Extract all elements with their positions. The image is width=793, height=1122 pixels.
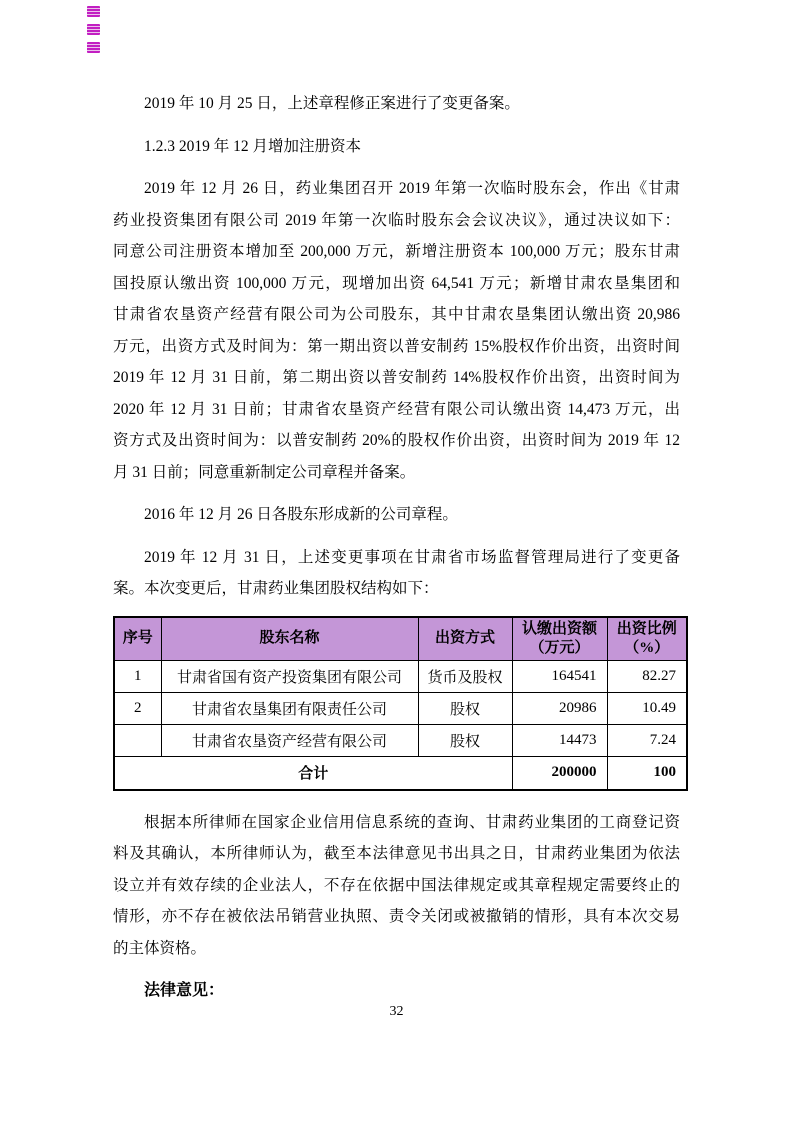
annotation-mark-icon bbox=[87, 24, 100, 35]
text-line: 2019 年 12 月 31 日，上述变更事项在甘肃省市场监督管理局进行了变更备 bbox=[144, 548, 680, 566]
col-header-method bbox=[418, 617, 512, 661]
header-text-line: 认缴出资额 bbox=[521, 620, 597, 637]
cell-method: 货币及股权 bbox=[418, 660, 512, 692]
equity-structure-table bbox=[113, 616, 688, 791]
text-line: 2019 年 12 月 31 日前，第二期出资以普安制药 14%股权作价出资，出资时间为 bbox=[113, 369, 680, 386]
cell-amount: 14473 bbox=[512, 724, 607, 756]
text-line: 2019 年 10 月 25 日，上述章程修正案进行了变更备案。 bbox=[144, 95, 520, 112]
annotation-mark-icon bbox=[87, 42, 100, 53]
table-row bbox=[114, 692, 687, 724]
text-line: 案。本次变更后，甘肃药业集团股权结构如下： bbox=[113, 580, 439, 597]
cell-name: 甘肃省农垦资产经营有限公司 bbox=[161, 724, 418, 756]
paragraph-new-articles bbox=[113, 499, 680, 531]
text-line: 2020 年 12 月 31 日前；甘肃省农垦资产经营有限公司认缴出资 14,473 万元，出 bbox=[113, 400, 680, 418]
page-number: 32 bbox=[389, 1004, 404, 1019]
text-line: 法律意见： bbox=[144, 982, 225, 999]
cell-name: 甘肃省国有资产投资集团有限公司 bbox=[161, 660, 418, 692]
table-row bbox=[114, 660, 687, 692]
document-body bbox=[113, 88, 680, 1018]
paragraph-amendment-filing bbox=[113, 88, 680, 120]
cell-total-label: 合计 bbox=[114, 756, 512, 790]
paragraph-section-heading-123 bbox=[113, 131, 680, 163]
cell-amount: 20986 bbox=[512, 692, 607, 724]
paragraphs-before-table bbox=[113, 88, 680, 605]
table-header-row bbox=[114, 617, 687, 661]
table-total-row bbox=[114, 756, 687, 790]
text-line: 1.2.3 2019 年 12 月增加注册资本 bbox=[144, 137, 362, 155]
text-line: 情形，亦不存在被依法吊销营业执照、责令关闭或被撤销的情形，具有本次交易 bbox=[113, 908, 680, 925]
cell-ratio: 7.24 bbox=[607, 724, 687, 756]
text-line: 甘肃省农垦资产经营有限公司为公司股东，其中甘肃农垦集团认缴出资 20,986 bbox=[113, 306, 680, 323]
paragraph-capital-increase-resolution bbox=[113, 173, 680, 488]
header-text-line: 出资方式 bbox=[434, 630, 495, 646]
cell-method: 股权 bbox=[418, 724, 512, 756]
cell-method: 股权 bbox=[418, 692, 512, 724]
col-header-name bbox=[161, 617, 418, 661]
text-line: 同意公司注册资本增加至 200,000 万元，新增注册资本 100,000 万元；股东甘肃 bbox=[113, 243, 680, 260]
paragraph-lawyer-conclusion bbox=[113, 807, 680, 965]
table-row bbox=[114, 617, 687, 661]
text-line: 万元，出资方式及时间为：第一期出资以普安制药 15%股权作价出资，出资时间 bbox=[113, 337, 680, 355]
text-line: 料及其确认，本所律师认为，截至本法律意见书出具之日，甘肃药业集团为依法 bbox=[113, 845, 680, 862]
annotation-mark-icon bbox=[87, 6, 100, 17]
text-line: 2019 年 12 月 26 日，药业集团召开 2019 年第一次临时股东会，作出《甘肃 bbox=[144, 180, 680, 197]
header-text-line: 出资比例 bbox=[616, 620, 677, 637]
text-line: 的主体资格。 bbox=[113, 939, 207, 957]
header-text-line: 股东名称 bbox=[259, 630, 320, 646]
header-text-line: （万元） bbox=[529, 639, 590, 656]
table-row bbox=[114, 724, 687, 756]
text-line: 2016 年 12 月 26 日各股东形成新的公司章程。 bbox=[144, 506, 458, 523]
col-header-no bbox=[114, 617, 161, 661]
cell-name: 甘肃省农垦集团有限责任公司 bbox=[161, 692, 418, 724]
header-text-line: 序号 bbox=[122, 630, 153, 646]
col-header-amount bbox=[512, 617, 607, 661]
cell-no: 1 bbox=[114, 660, 161, 692]
paragraph-change-registration bbox=[113, 542, 680, 605]
cell-total-ratio: 100 bbox=[607, 756, 687, 790]
cell-total-amount: 200000 bbox=[512, 756, 607, 790]
cell-ratio: 10.49 bbox=[607, 692, 687, 724]
text-line: 设立并有效存续的企业法人，不存在依据中国法律规定或其章程规定需要终止的 bbox=[113, 876, 680, 894]
text-line: 资方式及出资时间为：以普安制药 20%的股权作价出资，出资时间为 2019 年 12 bbox=[113, 432, 680, 449]
text-line: 月 31 日前；同意重新制定公司章程并备案。 bbox=[113, 463, 416, 481]
cell-ratio: 82.27 bbox=[607, 660, 687, 692]
text-line: 药业投资集团有限公司 2019 年第一次临时股东会会议决议》，通过决议如下： bbox=[113, 211, 680, 229]
paragraphs-after-table bbox=[113, 807, 680, 1007]
text-line: 国投原认缴出资 100,000 万元，现增加出资 64,541 万元；新增甘肃农垦集团和 bbox=[113, 274, 680, 292]
table-body bbox=[114, 660, 687, 790]
cell-no bbox=[114, 724, 161, 756]
header-text-line: （%） bbox=[624, 639, 670, 656]
revision-marks bbox=[87, 6, 103, 60]
col-header-ratio bbox=[607, 617, 687, 661]
cell-amount: 164541 bbox=[512, 660, 607, 692]
cell-no: 2 bbox=[114, 692, 161, 724]
text-line: 根据本所律师在国家企业信用信息系统的查询、甘肃药业集团的工商登记资 bbox=[144, 813, 680, 831]
